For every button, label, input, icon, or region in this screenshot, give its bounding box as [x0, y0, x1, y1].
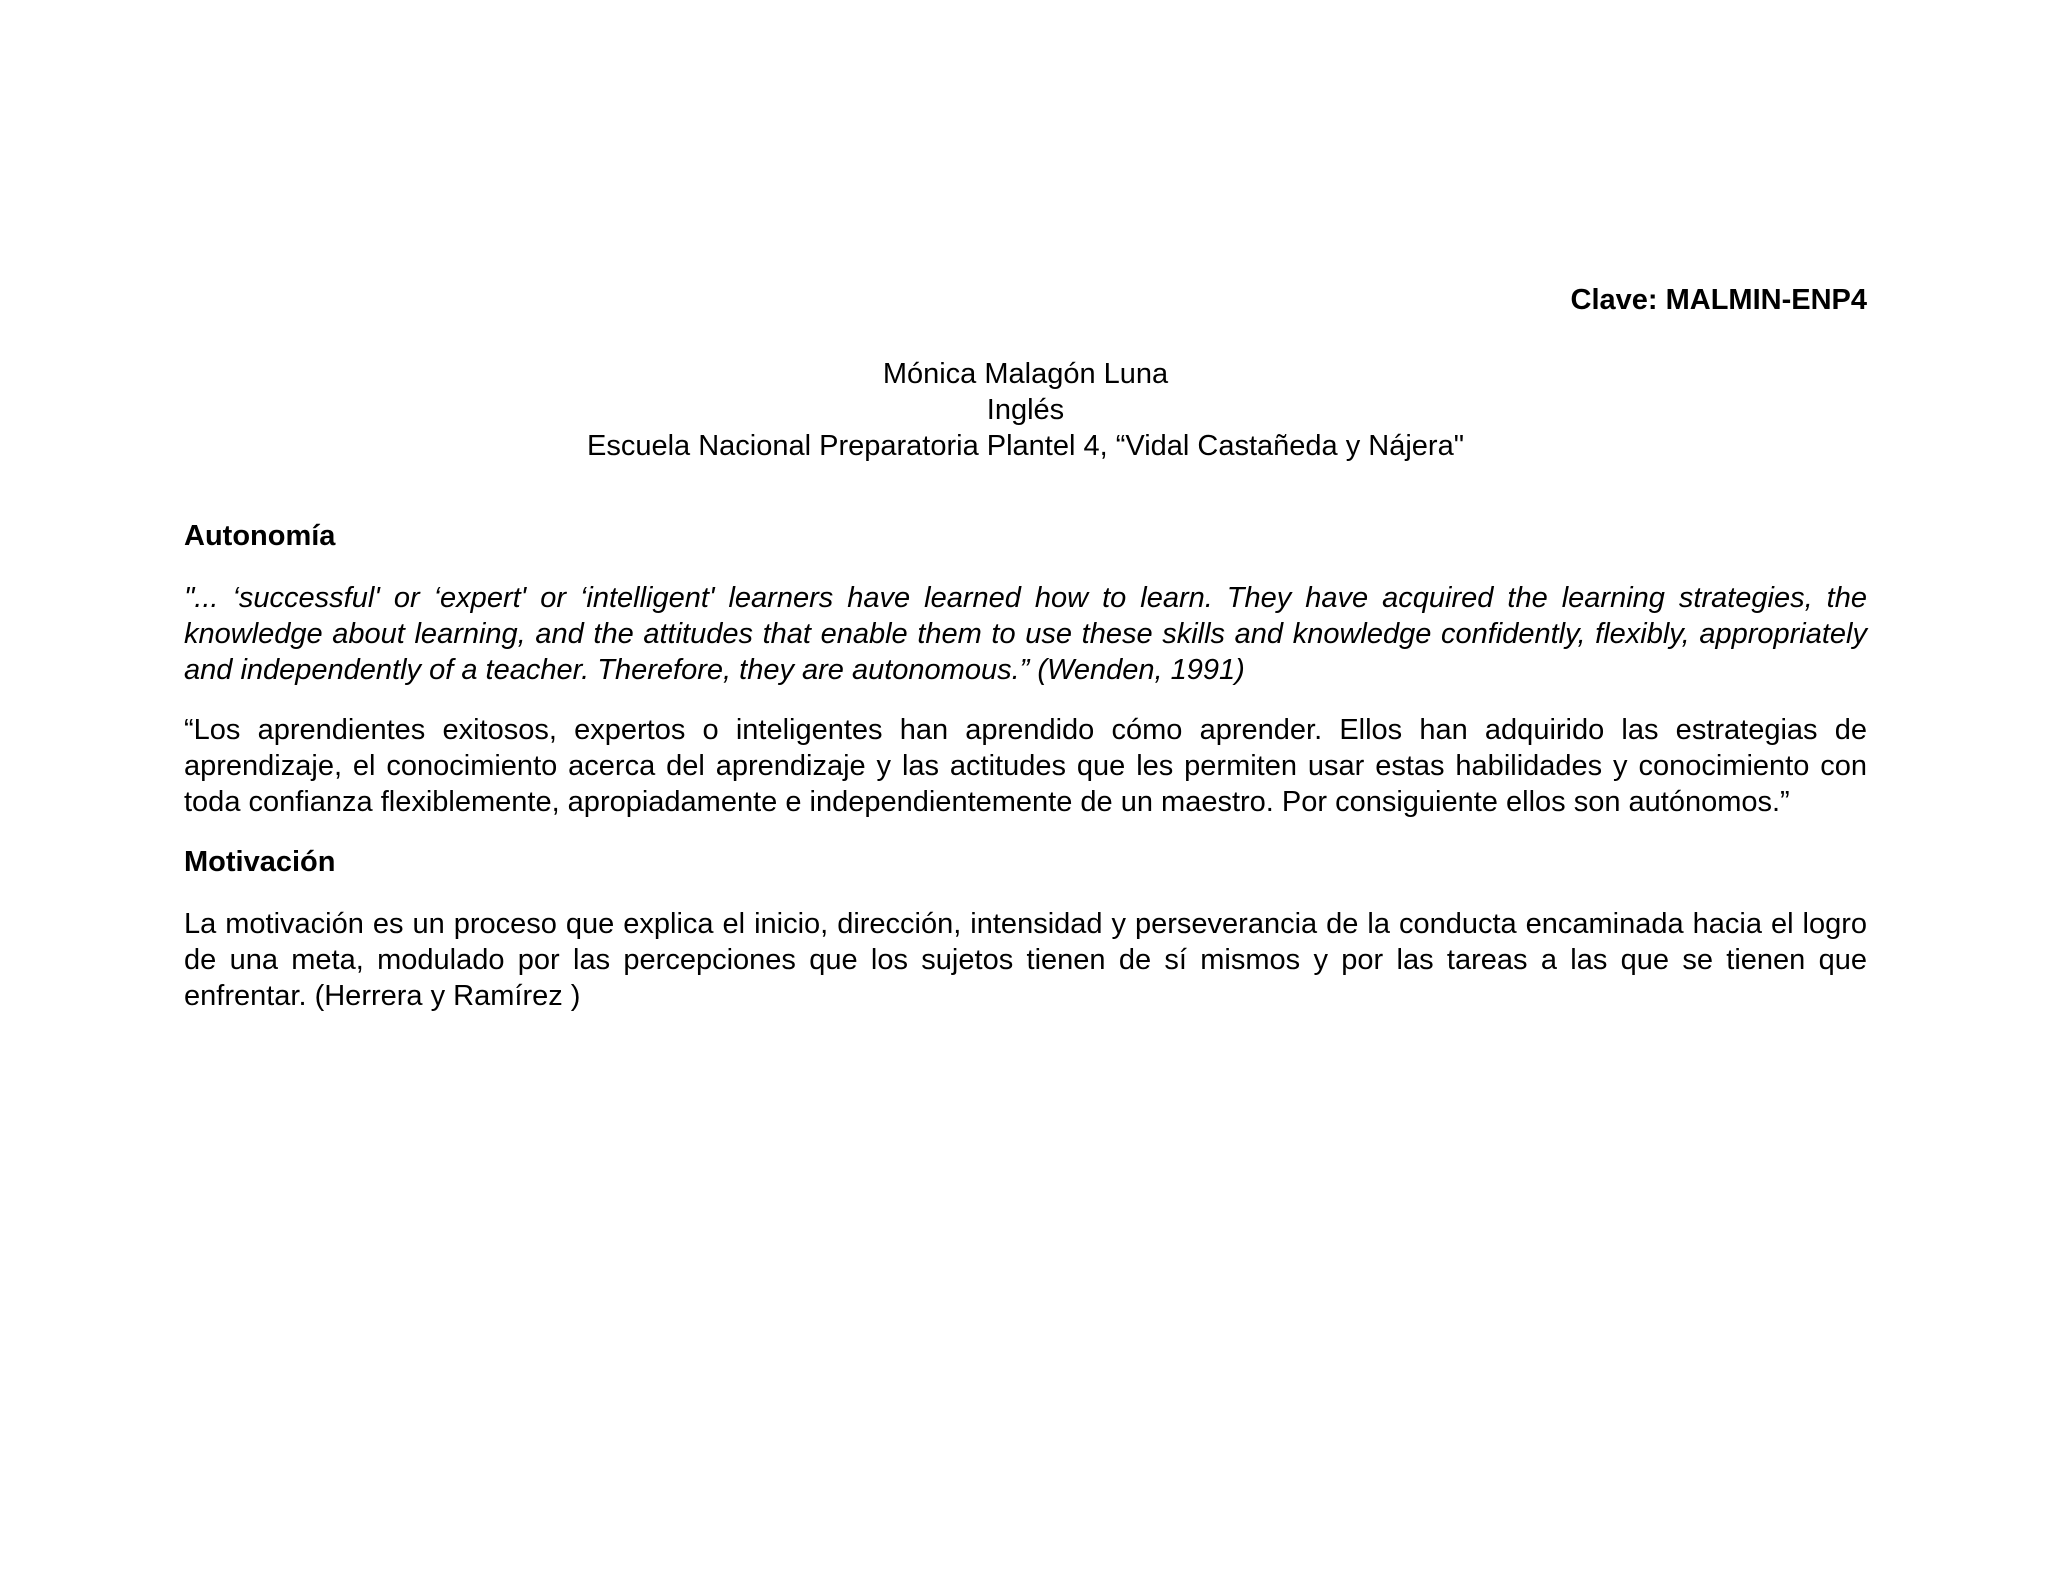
document-code: Clave: MALMIN-ENP4: [1570, 284, 1867, 316]
section-title-autonomia: Autonomía: [184, 520, 336, 552]
english-quote: "... ‘successful' or ‘expert' or ‘intelligent' learners have learned how to learn. They have acquired the learning strategies, the knowledge about learning, and the attitudes that enable them to use these skills and knowledge confidently, flexibly, appropriately and independently of a teacher. Therefore, they are autonomous.” (Wenden, 1991): [184, 582, 1867, 686]
document-header: [184, 356, 1867, 464]
school-name: Escuela Nacional Preparatoria Plantel 4, “Vidal Castañeda y Nájera": [586, 430, 1465, 462]
spanish-translation: “Los aprendientes exitosos, expertos o inteligentes han aprendido cómo aprender. Ellos han adquirido las estrategias de aprendizaje, el conocimiento acerca del aprendizaje y las actitudes que les permiten usar estas habilidades y conocimiento con toda confianza flexiblemente, apropiadamente e independientemente de un maestro. Por consiguiente ellos son autónomos.”: [184, 714, 1867, 818]
document-content: [184, 282, 1867, 1014]
author-name: Mónica Malagón Luna: [882, 358, 1169, 390]
section-title-motivacion: Motivación: [184, 846, 336, 878]
motivation-paragraph: La motivación es un proceso que explica el inicio, dirección, intensidad y perseverancia de la conducta encaminada hacia el logro de una meta, modulado por las percepciones que los sujetos tienen de sí mismos y por las tareas a las que se tienen que enfrentar. (Herrera y Ramírez ): [184, 908, 1867, 1012]
subject-name: Inglés: [986, 394, 1065, 426]
